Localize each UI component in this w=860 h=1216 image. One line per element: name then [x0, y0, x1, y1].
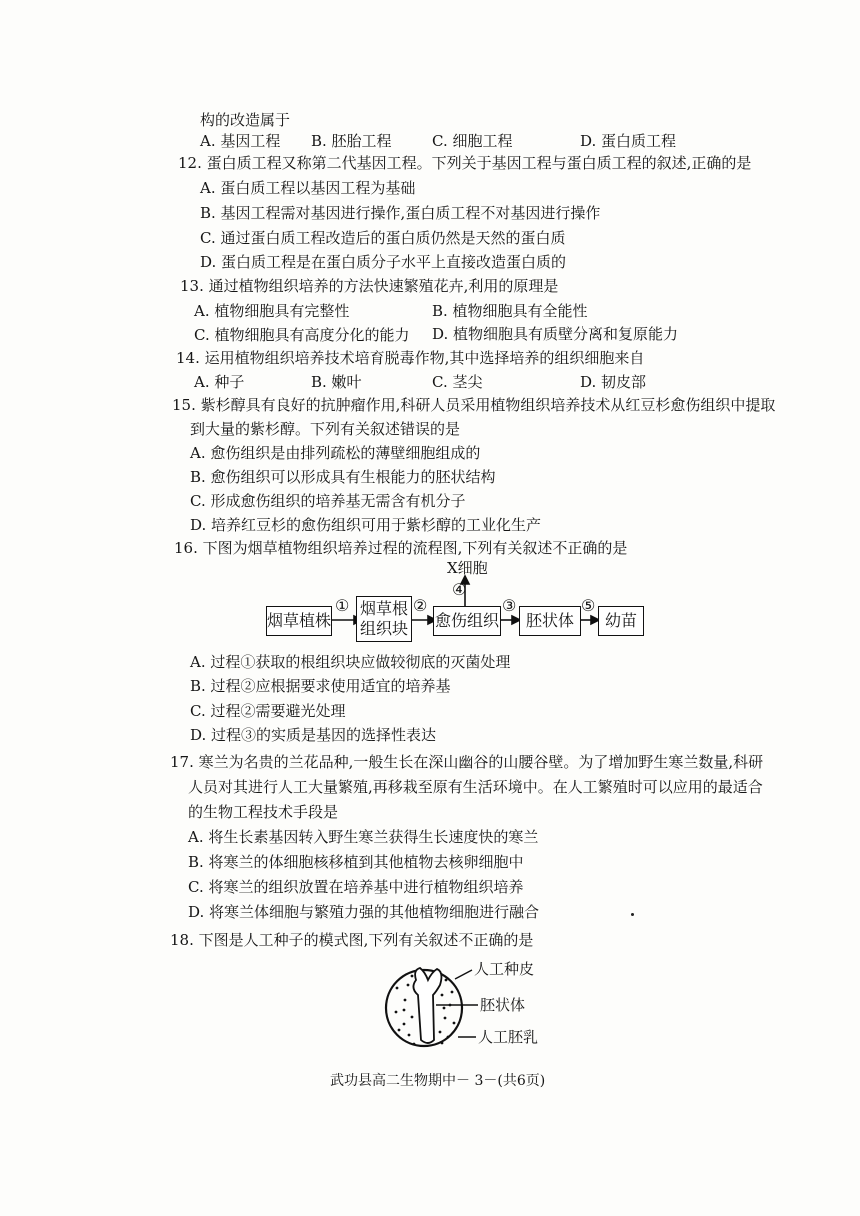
q12-option-d: D. 蛋白质工程是在蛋白质分子水平上直接改造蛋白质的: [200, 253, 567, 271]
flow-step-1: ①: [335, 596, 350, 615]
q12-option-a: A. 蛋白质工程以基因工程为基础: [200, 179, 416, 197]
q15-option-d: D. 培养红豆杉的愈伤组织可用于紫杉醇的工业化生产: [190, 516, 542, 534]
q17-option-a: A. 将生长素基因转入野生寒兰获得生长速度快的寒兰: [188, 828, 539, 846]
page-footer: 武功县高二生物期中－ 3－(共6页): [330, 1073, 546, 1089]
q13-stem: 13. 通过植物组织培养的方法快速繁殖花卉,利用的原理是: [180, 277, 559, 295]
flow-branch-x-cell: X细胞: [447, 559, 488, 577]
seed-label-embryoid: 胚状体: [480, 996, 526, 1014]
flow-box-root-tissue-label-1: 烟草根: [359, 599, 408, 618]
q17-option-b: B. 将寒兰的体细胞核移植到其他植物去核卵细胞中: [188, 853, 524, 871]
q16-option-b: B. 过程②应根据要求使用适宜的培养基: [190, 677, 451, 695]
q18-stem: 18. 下图是人工种子的模式图,下列有关叙述不正确的是: [170, 931, 534, 949]
q17-stem-line-2: 人员对其进行人工大量繁殖,再移栽至原有生活环境中。在人工繁殖时可以应用的最适合: [188, 778, 763, 796]
q15-option-a: A. 愈伤组织是由排列疏松的薄壁细胞组成的: [190, 444, 481, 462]
q13-option-d: D. 植物细胞具有质壁分离和复原能力: [432, 325, 679, 343]
flow-step-5: ⑤: [581, 596, 596, 615]
flow-box-seedling-label: 幼苗: [604, 611, 637, 630]
q16-option-c: C. 过程②需要避光处理: [190, 702, 346, 720]
q11-option-b: B. 胚胎工程: [311, 132, 392, 150]
q11-option-a: A. 基因工程: [200, 132, 281, 150]
flow-step-3: ③: [502, 596, 517, 615]
flow-box-root-tissue-label-2: 组织块: [359, 619, 408, 638]
q15-stem-line-1: 15. 紫杉醇具有良好的抗肿瘤作用,科研人员采用植物组织培养技术从红豆杉愈伤组织中提取: [172, 396, 776, 414]
q14-option-b: B. 嫩叶: [311, 373, 362, 391]
q16-option-a: A. 过程①获取的根组织块应做较彻底的灭菌处理: [190, 653, 511, 671]
q13-option-b: B. 植物细胞具有全能性: [432, 302, 588, 320]
q15-stem-line-2: 到大量的紫杉醇。下列有关叙述错误的是: [190, 420, 461, 438]
q12-option-b: B. 基因工程需对基因进行操作,蛋白质工程不对基因进行操作: [200, 204, 601, 222]
seed-label-artificial-coat: 人工种皮: [474, 960, 535, 978]
q17-option-d: D. 将寒兰体细胞与繁殖力强的其他植物细胞进行融合: [188, 903, 540, 921]
q11-option-d: D. 蛋白质工程: [580, 132, 677, 150]
q12-option-c: C. 通过蛋白质工程改造后的蛋白质仍然是天然的蛋白质: [200, 229, 566, 247]
q13-option-a: A. 植物细胞具有完整性: [194, 302, 350, 320]
q14-option-a: A. 种子: [194, 373, 245, 391]
seed-label-artificial-endosperm: 人工胚乳: [478, 1028, 539, 1046]
q17-stem-line-1: 17. 寒兰为名贵的兰花品种,一般生长在深山幽谷的山腰谷壁。为了增加野生寒兰数量,科研: [170, 753, 764, 771]
q17-stem-line-3: 的生物工程技术手段是: [188, 803, 339, 821]
q11-stem-tail: 构的改造属于: [200, 111, 291, 129]
q16-option-d: D. 过程③的实质是基因的选择性表达: [190, 726, 437, 744]
q16-stem: 16. 下图为烟草植物组织培养过程的流程图,下列有关叙述不正确的是: [174, 539, 628, 557]
q12-stem: 12. 蛋白质工程又称第二代基因工程。下列关于基因工程与蛋白质工程的叙述,正确的是: [178, 154, 752, 172]
q15-option-c: C. 形成愈伤组织的培养基无需含有机分子: [190, 492, 466, 510]
flow-box-callus-label: 愈伤组织: [434, 611, 499, 630]
q14-option-c: C. 茎尖: [432, 373, 483, 391]
flow-step-4: ④: [452, 580, 467, 599]
q17-option-c: C. 将寒兰的组织放置在培养基中进行植物组织培养: [188, 878, 524, 896]
q14-option-d: D. 韧皮部: [580, 373, 647, 391]
q15-option-b: B. 愈伤组织可以形成具有生根能力的胚状结构: [190, 468, 496, 486]
flow-step-2: ②: [413, 596, 428, 615]
q11-option-c: C. 细胞工程: [432, 132, 513, 150]
flow-box-embryoid-label: 胚状体: [525, 611, 574, 630]
q13-option-c: C. 植物细胞具有高度分化的能力: [194, 326, 410, 344]
flow-box-tobacco-plant-label: 烟草植株: [267, 611, 332, 630]
q14-stem: 14. 运用植物组织培养技术培育脱毒作物,其中选择培养的组织细胞来自: [176, 349, 645, 367]
